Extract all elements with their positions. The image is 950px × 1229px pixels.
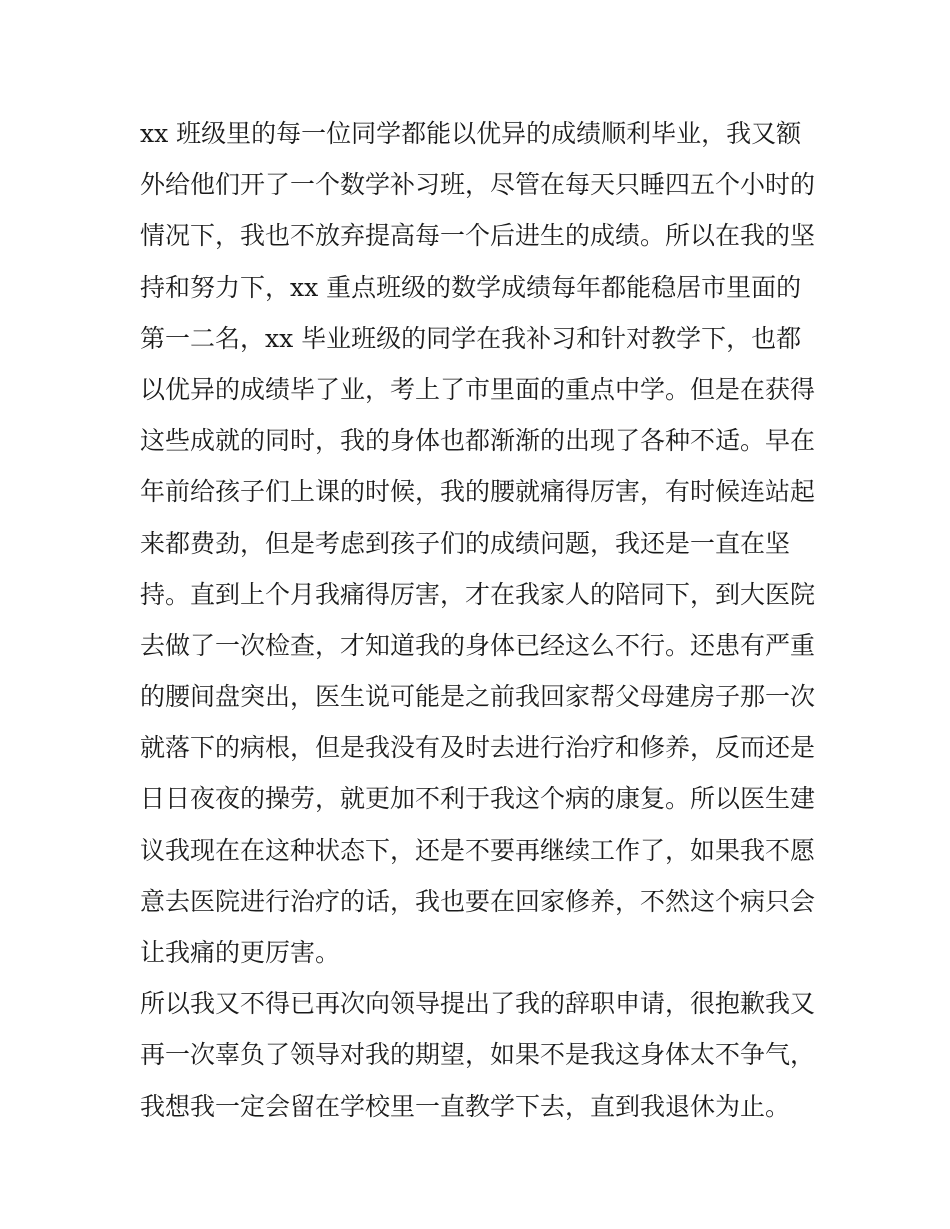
text-line: 去做了一次检查，才知道我的身体已经这么不行。还患有严重 bbox=[140, 630, 816, 660]
text-line: 持和努力下，xx 重点班级的数学成绩每年都能稳居市里面的 bbox=[140, 272, 802, 302]
body-text bbox=[140, 108, 820, 1132]
text-line: 就落下的病根，但是我没有及时去进行治疗和修养，反而还是 bbox=[140, 733, 816, 763]
text-line: 的腰间盘突出，医生说可能是之前我回家帮父母建房子那一次 bbox=[140, 682, 816, 712]
text-line: 议我现在在这种状态下，还是不要再继续工作了，如果我不愿 bbox=[140, 835, 816, 865]
text-line: 意去医院进行治疗的话，我也要在回家修养，不然这个病只会 bbox=[140, 886, 816, 916]
text-line: 所以我又不得已再次向领导提出了我的辞职申请，很抱歉我又 bbox=[140, 989, 816, 1019]
text-line: 年前给孩子们上课的时候，我的腰就痛得厉害，有时候连站起 bbox=[140, 477, 816, 507]
text-line: 持。直到上个月我痛得厉害，才在我家人的陪同下，到大医院 bbox=[140, 579, 816, 609]
text-line: 以优异的成绩毕了业，考上了市里面的重点中学。但是在获得 bbox=[140, 374, 816, 404]
text-line: xx 班级里的每一位同学都能以优异的成绩顺利毕业，我又额 bbox=[140, 119, 802, 148]
text-line: 外给他们开了一个数学补习班，尽管在每天只睡四五个小时的 bbox=[140, 170, 816, 200]
text-line: 情况下，我也不放弃提高每一个后进生的成绩。所以在我的坚 bbox=[140, 221, 816, 251]
text-line: 这些成就的同时，我的身体也都渐渐的出现了各种不适。早在 bbox=[140, 426, 816, 456]
text-line: 我想我一定会留在学校里一直教学下去，直到我退休为止。 bbox=[140, 1091, 791, 1121]
text-line: 第一二名，xx 毕业班级的同学在我补习和针对教学下，也都 bbox=[140, 323, 802, 353]
text-line: 日日夜夜的操劳，就更加不利于我这个病的康复。所以医生建 bbox=[140, 784, 816, 814]
text-line: 再一次辜负了领导对我的期望，如果不是我这身体太不争气， bbox=[140, 1040, 816, 1070]
text-line: 来都费劲，但是考虑到孩子们的成绩问题，我还是一直在坚 bbox=[140, 528, 791, 558]
text-line: 让我痛的更厉害。 bbox=[140, 938, 341, 967]
